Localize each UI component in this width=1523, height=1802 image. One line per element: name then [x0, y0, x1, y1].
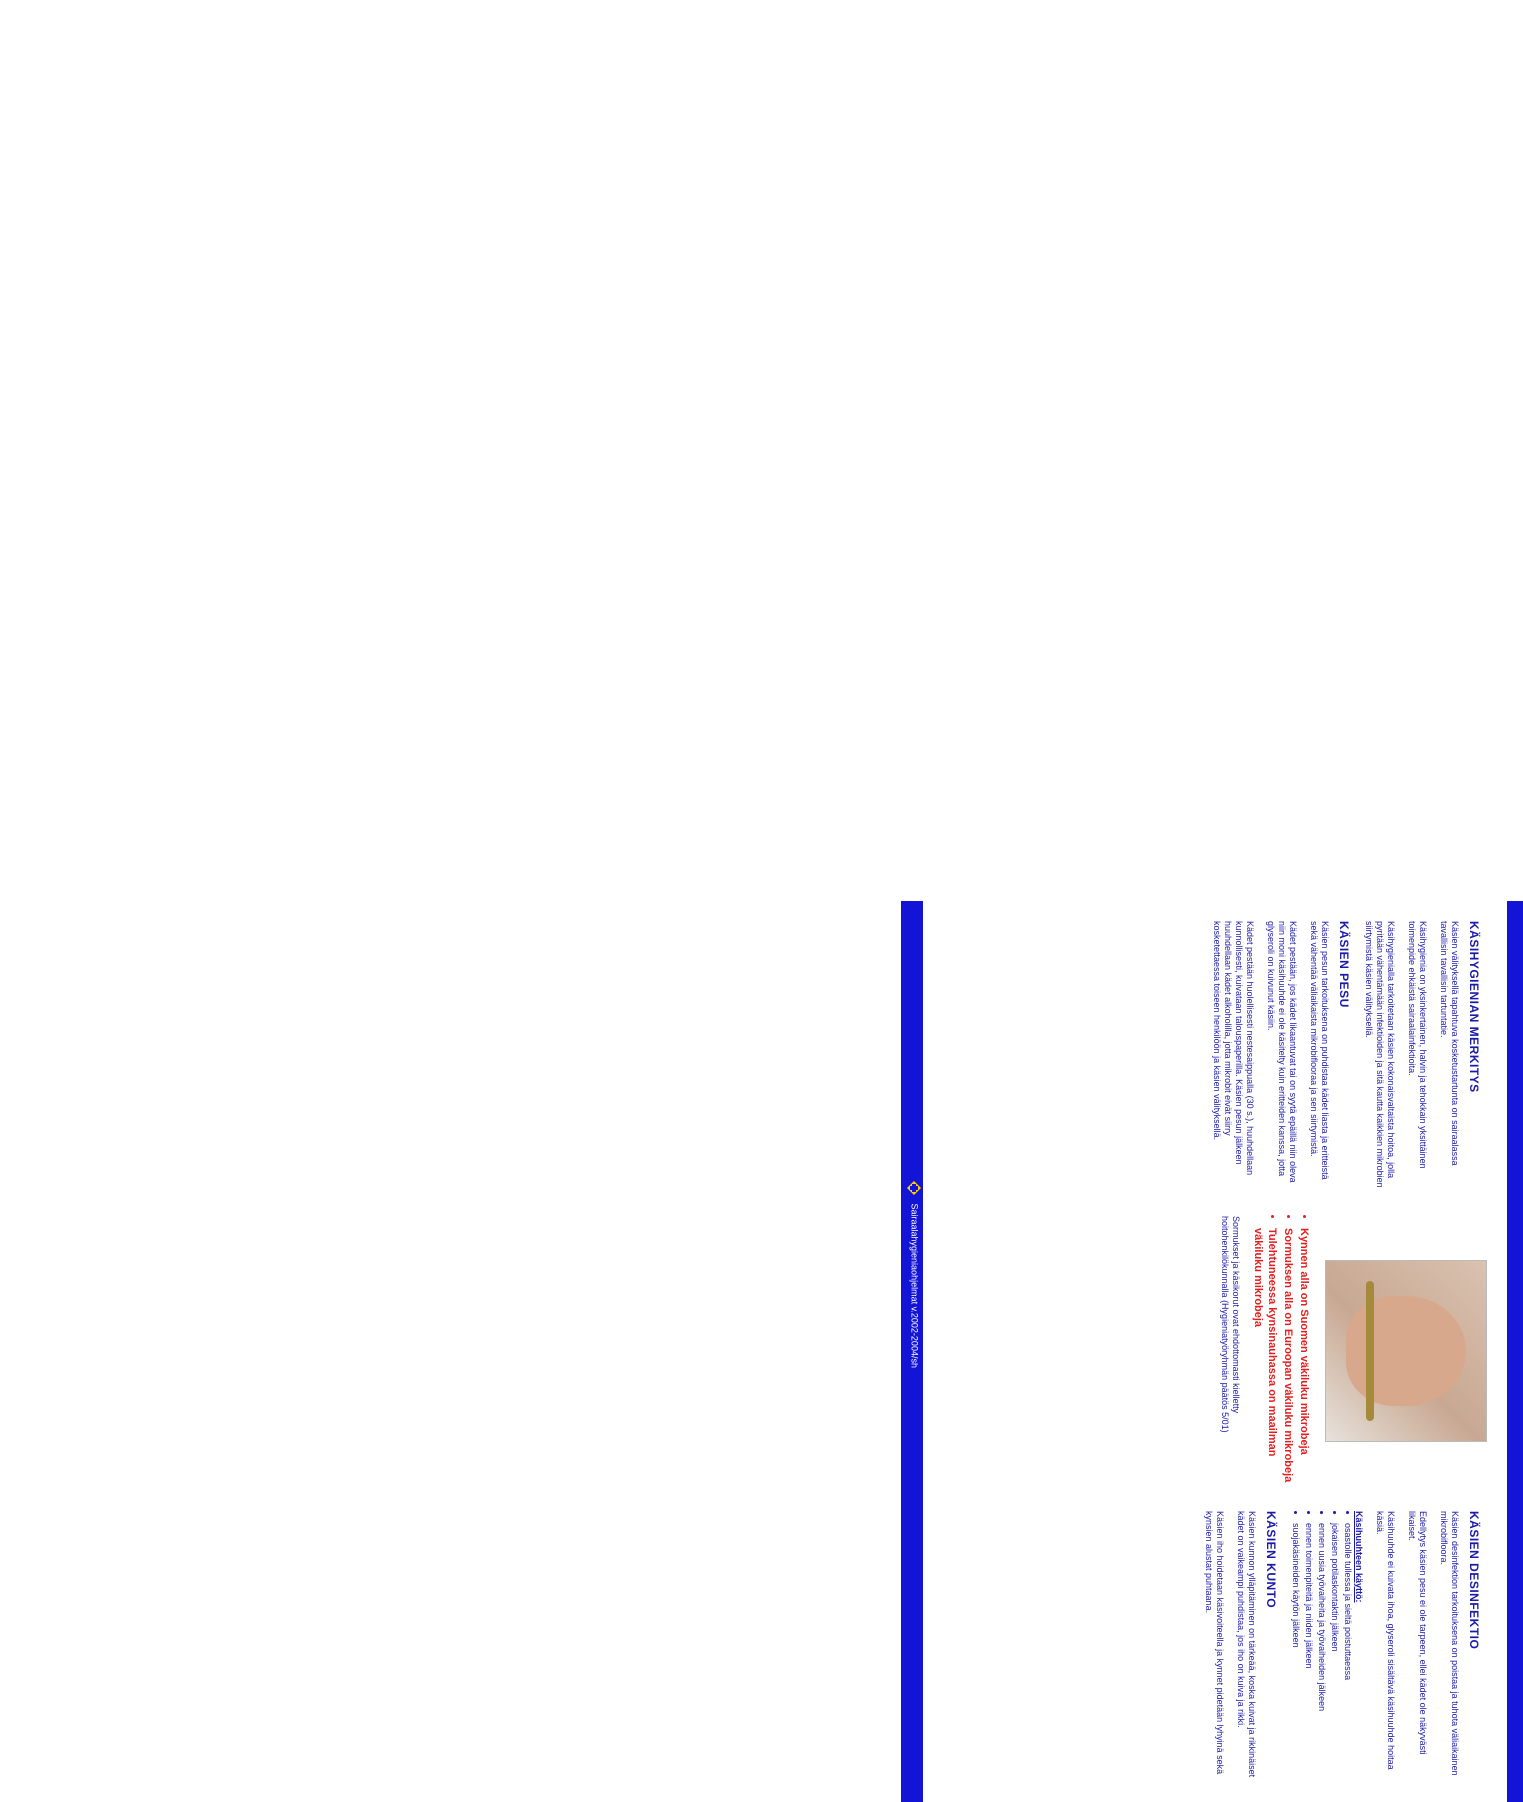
column-right: [1193, 1511, 1493, 1781]
left-text-3: Käsihygienialla tarkoitetaan käsien kokonaisvaltaista hoitoa, jolla pyritään vähentämään infektioiden ja sitä kautta kaikkien mikrobien siirtymistä käsien välityksellä.: [1364, 921, 1396, 1188]
footer-text: Sairaalahygieniaohjelmat v.2002-2004/sh: [909, 1203, 920, 1368]
kaytto-list: [1290, 1511, 1353, 1781]
left-text-2: Käsihygienia on yksinkertainen, halvin ja tehokkain yksittäinen toimenpide ehkäistä sairaalainfektioita.: [1407, 921, 1428, 1169]
kaytto-item: • jokaisen potilaskontaktin jälkeen: [1329, 1523, 1340, 1781]
pesu-text-2: Kädet pestään, jos kädet likaantuvat tai on syytä epäillä niin oleva niin moni käsihuuhde ei ole käsitelty kuin eritteiden kanssa, jotta glyseroli on kuivunut käsiin.: [1266, 921, 1298, 1183]
hospital-logo-icon: [907, 1181, 921, 1195]
column-middle: [1209, 1216, 1493, 1486]
hand-photo: [1325, 1260, 1487, 1442]
hand-shape: [1346, 1296, 1466, 1406]
bracelet-shape: [1366, 1281, 1374, 1421]
kunto-text-2: Käsien iho hoidetaan käsivoiteella ja kynnet pidetään lyhyinä sekä kynsien alustat puhtaana.: [1204, 1511, 1225, 1775]
symbol-note: Sormukset ja käsikorut ovat ehdottomasti kielletty hoitohenkilökunnalla (Hygieniatyöryhmän päätös 5/01): [1220, 1216, 1241, 1433]
kaytto-item: • ennen uusia työvaiheita ja työvaiheiden jälkeen: [1316, 1523, 1327, 1781]
desinf-text-2: Edellytys käsien pesu ei ole tarpeen, ellei kädet ole näkyvästi likaiset.: [1407, 1511, 1428, 1755]
photo-caption-list: [1251, 1216, 1311, 1486]
photo-caption-3: • Tulehtuneessa kynsinauhassa on maailman väkiluku mikrobeja: [1251, 1228, 1279, 1486]
kaytto-item: • osastolle tullessa ja sieltä poistuttaessa: [1342, 1523, 1353, 1781]
kaytto-title: Käsihuuhteen käyttö:: [1354, 1511, 1364, 1603]
kaytto-item: • suojakäsineiden käytön jälkeen: [1290, 1523, 1301, 1781]
left-text-1: Käsien välityksellä tapahtuva kosketustartunta on sairaalassa tavallisin tavallisin tartuntatie.: [1439, 921, 1460, 1166]
desinf-text-1: Käsien desinfektion tarkoituksena on poistaa ja tuhota väliaikainen mikrobifloora.: [1439, 1511, 1460, 1776]
kunto-title: KÄSIEN KUNTO: [1264, 1511, 1278, 1609]
desinf-text-3: Käsihuuhde ei kuivata ihoa, glyseroli sisältävä käsihuuhde hoitaa käsiä.: [1375, 1511, 1396, 1770]
photo-caption-1: • Kynnen alla on Suomen väkiluku mikrobeja: [1297, 1228, 1311, 1486]
desinf-title: KÄSIEN DESINFEKTIO: [1467, 1511, 1481, 1650]
footer-bottom: [907, 1181, 921, 1368]
pesu-text-3: Kädet pestään huolellisesti nestesaippualla (30 s.), huuhdellaan kunnollisesti, kuivataan talouspaperilla. Käsien pesun jälkeen huuhdellaan kädet alkoholilla, jotta mikrobit eivät siirry kosketettaessa toiseen henkilöön ja käsien välityksellä.: [1212, 921, 1255, 1176]
title-main: KÄSIHYGIENIAN MERKITYS: [1467, 921, 1481, 1093]
pesu-text-1: Käsien pesun tarkoituksena on puhdistaa kädet liasta ja eritteistä sekä vähentää väliaikaista mikrobiflooraa ja sen siirtymistä.: [1309, 921, 1330, 1180]
kunto-text-1: Käsien kunnon ylläpitäminen on tärkeää, koska kuivat ja rikkinäiset kädet on vaikeampi puhdistaa, jos iho on kuiva ja rikki.: [1236, 1511, 1257, 1778]
photo-caption-2: • Sormuksen alla on Euroopan väkiluku mikrobeja: [1281, 1228, 1295, 1486]
kaytto-item: • ennen toimenpiteitä ja niiden jälkeen: [1303, 1523, 1314, 1781]
pesu-title: KÄSIEN PESU: [1337, 921, 1351, 1008]
top-band: [1507, 901, 1523, 1802]
rotated-brochure: [901, 901, 1523, 1802]
column-left: [1201, 921, 1493, 1191]
